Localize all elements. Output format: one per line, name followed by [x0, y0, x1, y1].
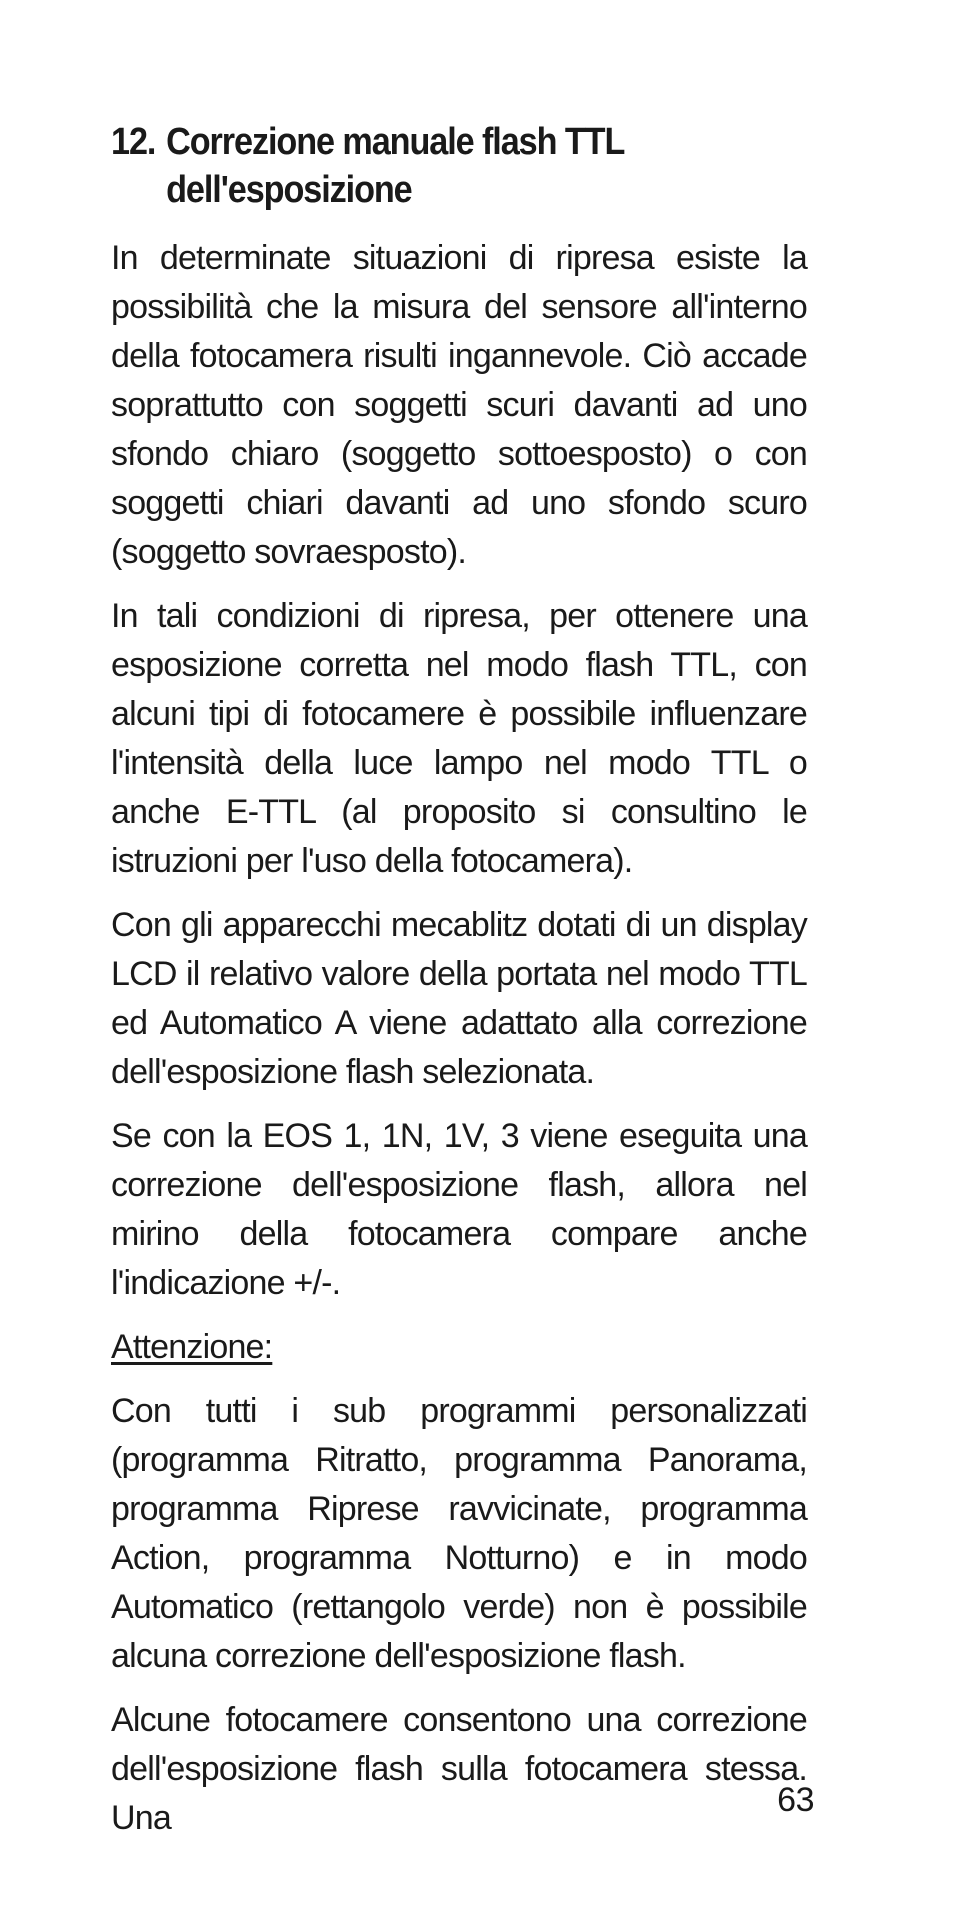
note-label: Attenzione: — [111, 1328, 273, 1366]
paragraph-no-correction-programs: Con tutti i sub programmi personalizzati (programma Ritratto, programma Panorama, programma Riprese ravvicinate, programma Action, programma Notturno) e in modo Automatico (rettangolo verde) non è possibile alcuna correzione dell'esposizione flash. — [111, 1392, 807, 1675]
paragraph-eos-viewfinder-indication: Se con la EOS 1, 1N, 1V, 3 viene eseguita una correzione dell'esposizione flash, allora nel mirino della fotocamera compare anche l'indicazione +/-. — [111, 1117, 807, 1302]
paragraph-lcd-range-adaptation: Con gli apparecchi mecablitz dotati di un display LCD il relativo valore della portata nel modo TTL ed Automatico A viene adattato alla correzione dell'esposizione flash selezionata. — [111, 906, 807, 1091]
section-number: 12. — [111, 121, 156, 163]
paragraph-misleading-metering: In determinate situazioni di ripresa esiste la possibilità che la misura del sensore all'interno della fotocamera risulti ingannevole. Ciò accade soprattutto con soggetti scuri davanti ad uno sfondo chiaro (soggetto sottoesposto) o con soggetti chiari davanti ad uno sfondo scuro (soggetto sovraesposto). — [111, 239, 807, 571]
section-heading — [111, 118, 807, 214]
page-content — [111, 118, 807, 1858]
page-number: 63 — [777, 1781, 814, 1819]
section-title: Correzione manuale flash TTL dell'esposizione — [166, 121, 624, 211]
paragraph-ttl-exposure-correction: In tali condizioni di ripresa, per ottenere una esposizione corretta nel modo flash TTL, con alcuni tipi di fotocamere è possibile influenzare l'intensità della luce lampo nel modo TTL o anche E-TTL (al proposito si consultino le istruzioni per l'uso della fotocamera). — [111, 597, 807, 880]
paragraph-camera-correction: Alcune fotocamere consentono una correzione dell'esposizione flash sulla fotocamera stessa. Una — [111, 1701, 807, 1837]
